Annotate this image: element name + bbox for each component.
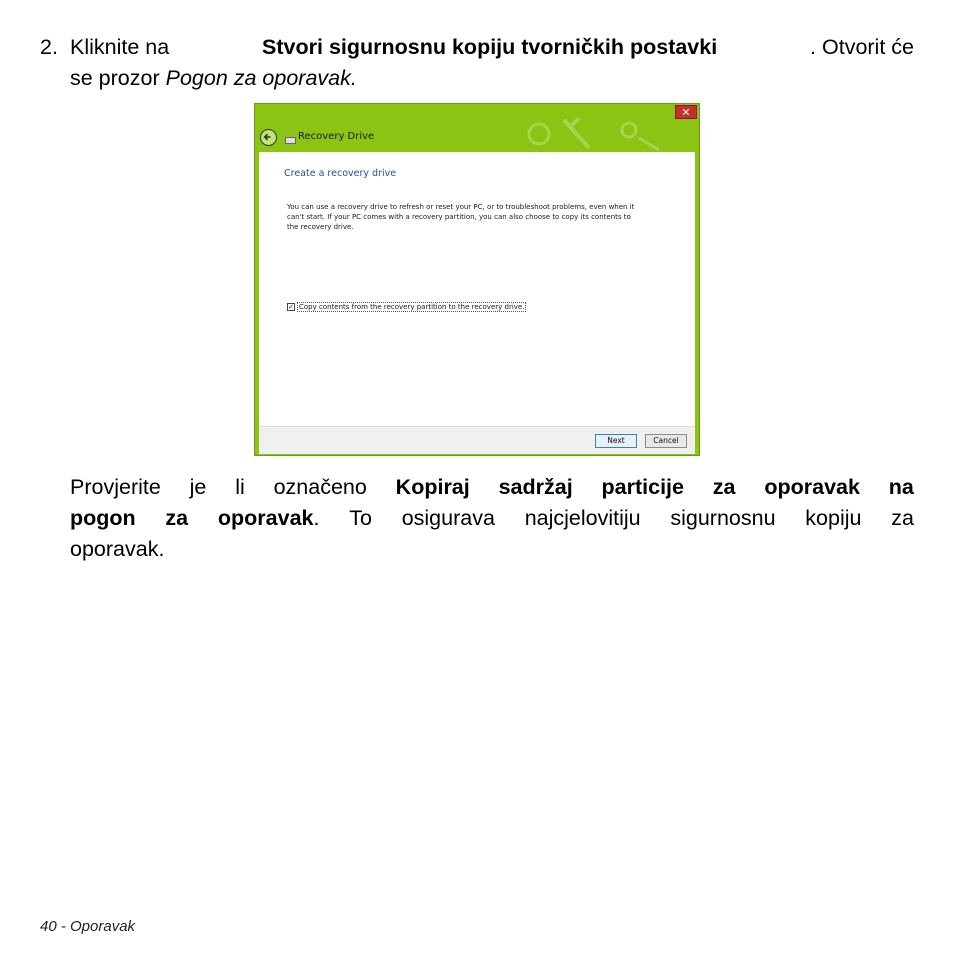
note-word: za — [891, 506, 914, 530]
note-word: kopiju — [805, 506, 862, 530]
note-bold-word: sadržaj — [498, 475, 573, 499]
window-title: Recovery Drive — [298, 131, 375, 142]
step-number: 2. — [40, 35, 58, 59]
dialog-content — [259, 152, 695, 426]
copy-contents-label[interactable]: Copy contents from the recovery partition to the recovery drive. — [299, 303, 525, 311]
step-text-after: . Otvorit će — [810, 35, 914, 59]
note-word: oporavak. — [70, 537, 165, 561]
dialog-heading: Create a recovery drive — [284, 168, 397, 179]
background-decoration-icon — [509, 110, 669, 154]
note-bold-word: particije — [601, 475, 684, 499]
note-word: označeno — [273, 475, 367, 499]
cancel-button[interactable]: Cancel — [645, 434, 687, 448]
step-italic-window: Pogon za oporavak. — [165, 66, 357, 90]
note-word: To — [349, 506, 372, 530]
step-text-before: Kliknite na — [70, 35, 170, 59]
note-bold-word: na — [888, 475, 914, 499]
copy-contents-option[interactable] — [287, 302, 526, 312]
note-word: li — [235, 475, 245, 499]
note-line-1 — [70, 472, 914, 503]
step-paragraph — [40, 32, 914, 94]
step-line-2 — [40, 63, 914, 94]
note-word: najcjelovitiju — [524, 506, 641, 530]
note-bold-word: za — [712, 475, 736, 499]
note-bold-word: oporavak — [217, 506, 314, 530]
drive-icon — [285, 137, 296, 144]
note-line-3 — [70, 534, 914, 565]
step-bold-action: Stvori sigurnosnu kopiju tvorničkih postavki — [262, 35, 718, 59]
next-button[interactable]: Next — [595, 434, 637, 448]
step-line2-text: se prozor — [70, 66, 166, 90]
page-footer: 40 - Oporavak — [40, 918, 136, 935]
note-bold-word: pogon — [70, 506, 136, 530]
note-word: osigurava — [401, 506, 495, 530]
dialog-description: You can use a recovery drive to refresh or reset your PC, or to troubleshoot problems, even when it can't start. If your PC comes with a recovery partition, you can also choose to copy its contents to the recovery drive. — [287, 203, 635, 231]
close-button[interactable]: ✕ — [675, 105, 697, 119]
copy-contents-checkbox[interactable]: ✓ — [288, 304, 294, 311]
step-line-1 — [40, 32, 914, 63]
note-word: . — [313, 506, 320, 530]
note-paragraph — [70, 472, 914, 565]
back-arrow-icon[interactable] — [260, 129, 277, 146]
recovery-drive-window — [254, 103, 700, 456]
note-word: Provjerite — [70, 475, 161, 499]
dialog-button-bar — [259, 426, 695, 454]
note-bold-word: za — [165, 506, 189, 530]
note-bold-word: Kopiraj — [395, 475, 470, 499]
note-bold-word: oporavak — [764, 475, 860, 499]
note-word: je — [189, 475, 207, 499]
note-line-2 — [70, 503, 914, 534]
note-word: sigurnosnu — [670, 506, 776, 530]
